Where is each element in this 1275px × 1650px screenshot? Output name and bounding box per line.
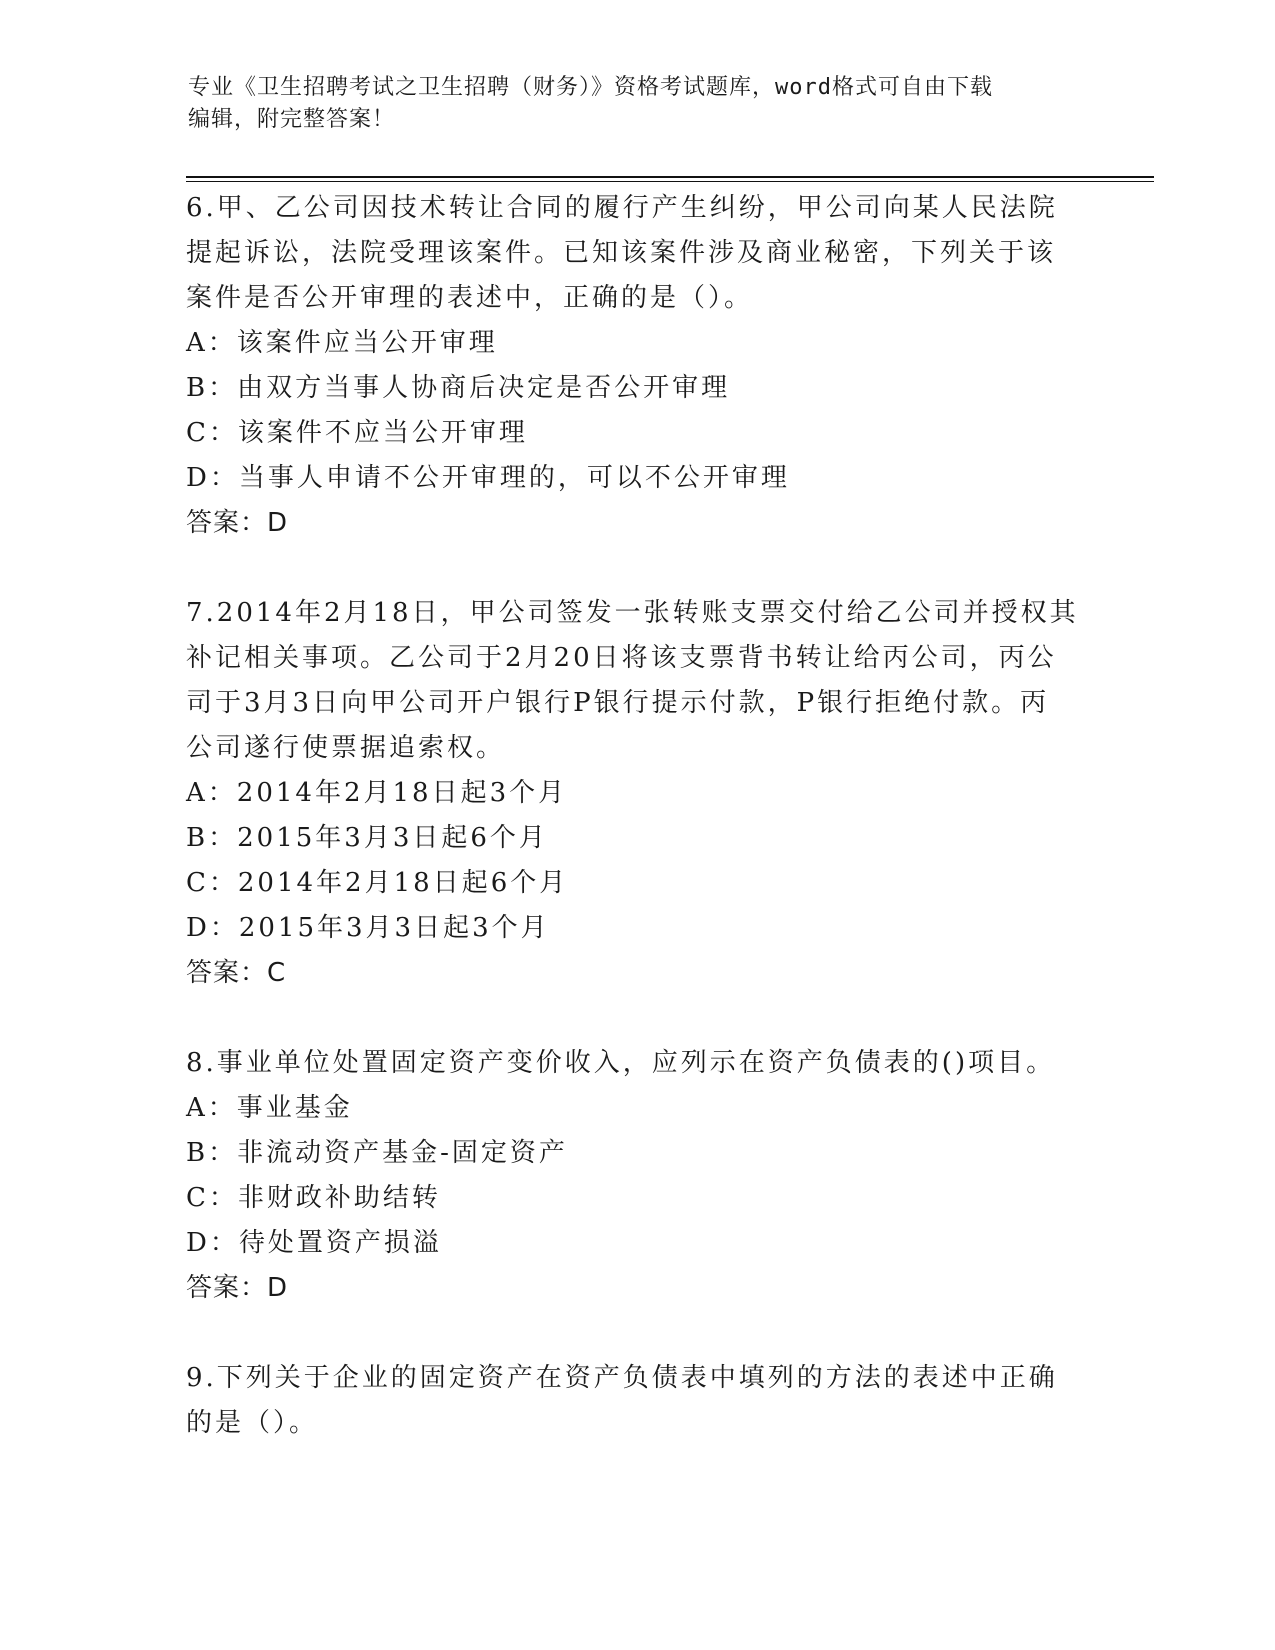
option-d: D：2015年3月3日起3个月 xyxy=(186,913,550,943)
header-divider-thick xyxy=(186,176,1154,178)
option-c: C：2014年2月18日起6个月 xyxy=(186,868,569,898)
question-spacer xyxy=(186,996,1086,1041)
option-a: A：2014年2月18日起3个月 xyxy=(186,778,568,808)
header-divider-thin xyxy=(186,181,1154,182)
question-stem-line: 7.2014年2月18日，甲公司签发一张转账支票交付给乙公司并授权其 xyxy=(186,598,1079,628)
answer-label: 答案：D xyxy=(186,1273,289,1303)
option-b: B：2015年3月3日起6个月 xyxy=(186,823,548,853)
header-line: 编辑，附完整答案！ xyxy=(188,107,396,132)
question-list xyxy=(186,186,1086,1446)
document-header xyxy=(188,72,1068,136)
question-stem-line: 司于3月3日向甲公司开户银行P银行提示付款，P银行拒绝付款。丙 xyxy=(186,688,1050,718)
option-b: B：非流动资产基金-固定资产 xyxy=(186,1138,568,1168)
option-a: A：事业基金 xyxy=(186,1093,353,1123)
question-6 xyxy=(186,186,1086,546)
header-line: 专业《卫生招聘考试之卫生招聘（财务）》资格考试题库，word格式可自由下载 xyxy=(188,75,993,100)
option-b: B：由双方当事人协商后决定是否公开审理 xyxy=(186,373,731,403)
question-8 xyxy=(186,1041,1086,1311)
question-spacer xyxy=(186,546,1086,591)
question-stem-line: 案件是否公开审理的表述中，正确的是（）。 xyxy=(186,283,754,313)
question-7 xyxy=(186,591,1086,996)
answer-label: 答案：D xyxy=(186,508,289,538)
question-stem-line: 6.甲、乙公司因技术转让合同的履行产生纠纷，甲公司向某人民法院 xyxy=(186,193,1058,223)
option-c: C：非财政补助结转 xyxy=(186,1183,441,1213)
question-stem-line: 公司遂行使票据追索权。 xyxy=(186,733,506,763)
option-c: C：该案件不应当公开审理 xyxy=(186,418,528,448)
question-9 xyxy=(186,1356,1086,1446)
question-stem-line: 8.事业单位处置固定资产变价收入，应列示在资产负债表的()项目。 xyxy=(186,1048,1056,1078)
option-a: A：该案件应当公开审理 xyxy=(186,328,498,358)
question-spacer xyxy=(186,1311,1086,1356)
question-stem-line: 补记相关事项。乙公司于2月20日将该支票背书转让给丙公司，丙公 xyxy=(186,643,1057,673)
question-stem-line: 9.下列关于企业的固定资产在资产负债表中填列的方法的表述中正确 xyxy=(186,1363,1058,1393)
option-d: D：待处置资产损溢 xyxy=(186,1228,442,1258)
option-d: D：当事人申请不公开审理的，可以不公开审理 xyxy=(186,463,790,493)
question-stem-line: 提起诉讼，法院受理该案件。已知该案件涉及商业秘密，下列关于该 xyxy=(186,238,1057,268)
question-stem-line: 的是（）。 xyxy=(186,1408,319,1438)
answer-label: 答案：C xyxy=(186,958,287,988)
